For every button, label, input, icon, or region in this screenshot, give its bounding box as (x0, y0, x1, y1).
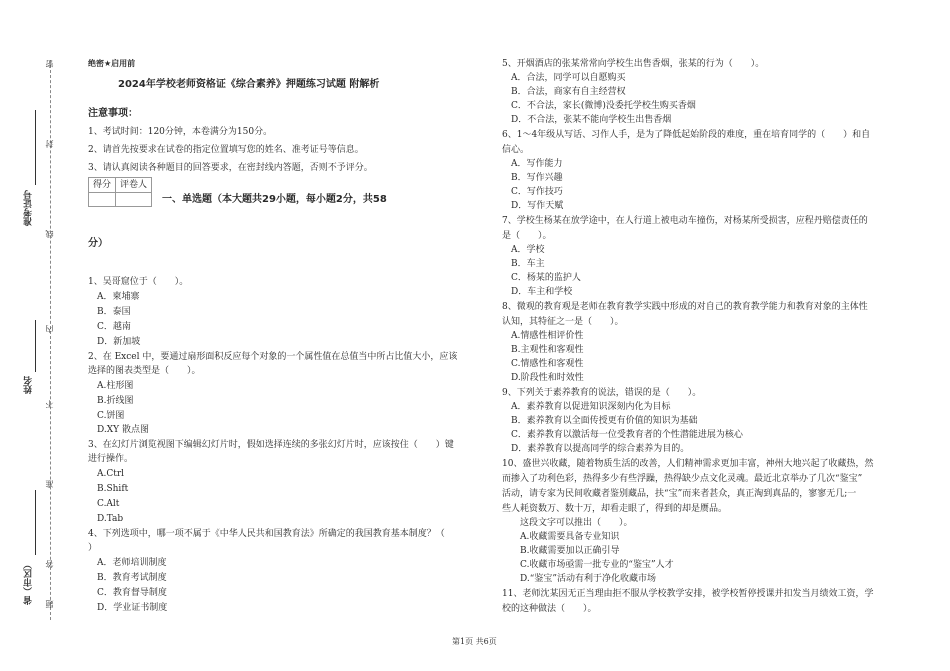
grader-header: 评卷人 (119, 180, 147, 190)
option-line: B.折线图 (88, 396, 134, 406)
notes-item: 3、请认真阅读各种题目的回答要求，在密封线内答题，否则不予评分。 (88, 163, 373, 173)
option-line: A．柬埔寨 (88, 292, 140, 302)
option-line: B.收藏需要加以正确引导 (502, 546, 620, 556)
option-line: D．新加坡 (88, 337, 141, 347)
seal-char: 答 (45, 560, 54, 568)
question-line: 选择的图表类型是（ ）。 (88, 366, 201, 376)
question-line: 是（ ）。 (502, 231, 552, 241)
seal-char: 封 (45, 140, 54, 148)
option-line: A．学校 (502, 245, 545, 255)
page-title: 2024年学校老师资格证《综合素养》押题练习试题 附解析 (118, 79, 380, 90)
option-line: D．写作天赋 (502, 201, 564, 211)
option-line: A.情感性相评价性 (502, 331, 584, 341)
option-line: C．杨某的监护人 (502, 273, 581, 283)
question-line: 10、盛世兴收藏，随着物质生活的改善，人们精神需求更加丰富，神州大地兴起了收藏热，然 (502, 459, 874, 469)
option-line: B．泰国 (88, 307, 131, 317)
option-line: D．不合法，张某不能向学校生出售香烟 (502, 115, 672, 125)
option-line: A．写作能力 (502, 159, 563, 169)
question-line: 进行操作。 (88, 454, 134, 464)
option-line: B.主观性和客观性 (502, 345, 584, 355)
option-line: B．车主 (502, 259, 545, 269)
seal-chars (40, 60, 60, 620)
seal-char: 准 (45, 480, 54, 488)
seal-char: 密 (45, 60, 54, 68)
option-line: B．素养教育以全面传授更有价值的知识为基础 (502, 416, 698, 426)
question-line: 8、微观的教育观是老师在教育教学实践中形成的对自己的教育教学能力和教育对象的主体性 (502, 302, 868, 312)
option-line: C．不合法，家长(微博)没委托学校生购买香烟 (502, 101, 696, 111)
seal-char: 不 (45, 400, 54, 408)
seal-char: 题 (45, 600, 54, 608)
notes-item: 1、考试时间：120分钟，本卷满分为150分。 (88, 127, 273, 137)
option-line: D.Tab (88, 514, 124, 524)
seal-char: 内 (45, 325, 54, 333)
province-blank (35, 490, 36, 555)
question-line: 认知，其特征之一是（ ）。 (502, 317, 624, 327)
score-table (88, 177, 152, 207)
option-line: C．写作技巧 (502, 187, 563, 197)
option-line: C．越南 (88, 322, 131, 332)
question-line: 4、下列选项中，哪一项不属于《中华人民共和国教育法》所确定的我国教育基本制度？（ (88, 529, 445, 539)
option-line: C.情感性和客观性 (502, 359, 584, 369)
option-line: D.阶段性和时效性 (502, 373, 584, 383)
option-line: C．教育督导制度 (88, 588, 167, 598)
question-line: 6、1～4年级从写话、习作人手，是为了降低起始阶段的难度，重在培育同学的（ ）和自 (502, 130, 871, 140)
option-line: B．写作兴趣 (502, 173, 563, 183)
question-line: 3、在幻灯片浏览视图下编辑幻灯片时，假如选择连续的多张幻灯片时，应该按住（ ）键 (88, 440, 454, 450)
province-label: 省（市区） (24, 560, 34, 605)
option-line: D．车主和学校 (502, 287, 573, 297)
name-blank (35, 320, 36, 372)
option-line: D.“鉴宝”活动有利于净化收藏市场 (502, 574, 656, 584)
option-line: B．合法，商家有自主经营权 (502, 87, 626, 97)
seal-char: 线 (45, 230, 54, 238)
question-line: 1、吴哥窟位于（ ）。 (88, 277, 189, 287)
secret-label: 绝密★启用前 (88, 59, 136, 68)
question-line: 些人耗资数万、数十万，却看走眼了，得到的却是赝品。 (502, 504, 728, 514)
option-line: A．合法，同学可以自愿购买 (502, 73, 626, 83)
option-line: A.Ctrl (88, 469, 125, 479)
question-line: 校的这种做法（ ）。 (502, 604, 597, 614)
option-line: D.XY 散点图 (88, 425, 149, 435)
name-label: 姓名 (24, 376, 34, 394)
notes-heading: 注意事项： (88, 108, 138, 119)
page-footer: 第1页 共6页 (452, 637, 497, 646)
question-line: 信心。 (502, 145, 530, 155)
question-line: 这段文字可以推出（ ）。 (502, 518, 633, 528)
option-line: A.柱形图 (88, 381, 134, 391)
option-line: D．素养教育以提高同学的综合素养为目的。 (502, 444, 690, 454)
option-line: A．老师培训制度 (88, 558, 167, 568)
option-line: C.饼图 (88, 411, 125, 421)
question-line: 2、在 Excel 中，要通过扇形面积反应每个对象的一个属性值在总值当中所占比值大小，应该 (88, 352, 458, 362)
section-title: 一、单选题（本大题共29小题，每小题2分，共58 (162, 194, 387, 205)
option-line: C.Alt (88, 499, 120, 509)
question-line: 9、下列关于素养教育的说法，错误的是（ ）。 (502, 388, 702, 398)
question-line: 5、开烟酒店的张某常常向学校生出售香烟，张某的行为（ ）。 (502, 59, 765, 69)
option-line: A.收藏需要具备专业知识 (502, 532, 620, 542)
option-line: C.收藏市场亟需一批专业的“鉴宝”人才 (502, 560, 674, 570)
candidate-number-blank (35, 110, 36, 185)
question-line: 活动，请专家为民间收藏者鉴别藏品，扶“宝”而来者甚众，真正淘到真品的，寥寥无几;一 (502, 489, 857, 499)
section-title-cont: 分） (88, 238, 108, 249)
question-line: ） (88, 543, 98, 553)
question-line: 11、老师沈某因无正当理由拒不服从学校教学安排，被学校暂停授课并扣发当月绩效工资，学 (502, 589, 874, 599)
question-line: 而掺入了功利色彩，热得多少有些浮躁，热得缺少点文化灵魂。最近北京举办了几次“鉴宝” (502, 474, 863, 484)
notes-item: 2、请首先按要求在试卷的指定位置填写您的姓名、准考证号等信息。 (88, 145, 364, 155)
option-line: B．教育考试制度 (88, 573, 167, 583)
candidate-number-label: 准考证号 (24, 190, 34, 226)
option-line: A．素养教育以促进知识深刻内化为目标 (502, 402, 671, 412)
option-line: D．学业证书制度 (88, 603, 168, 613)
option-line: C．素养教育以激活每一位受教育者的个性潜能进展为核心 (502, 430, 743, 440)
score-header: 得分 (92, 180, 111, 190)
question-line: 7、学校生杨某在放学途中，在人行道上被电动车撞伤，对杨某所受损害，应程丹赔偿责任的 (502, 216, 868, 226)
option-line: B.Shift (88, 484, 129, 494)
